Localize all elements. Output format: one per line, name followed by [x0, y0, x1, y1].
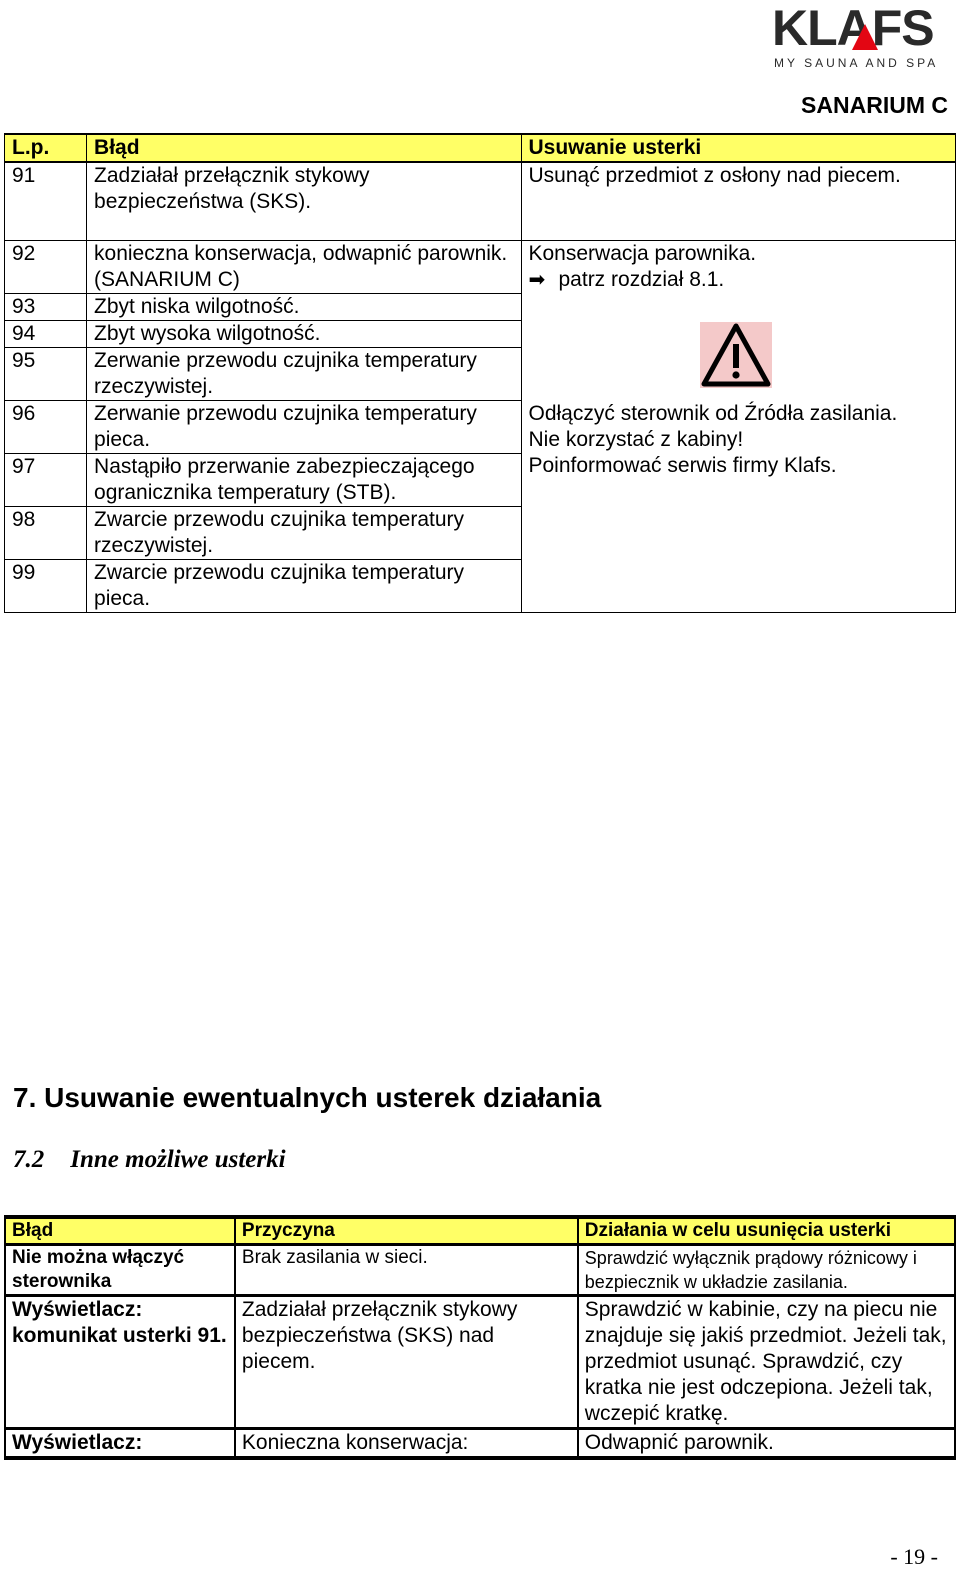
row-lp: 95: [5, 347, 87, 400]
row-lp: 91: [5, 162, 87, 240]
table-row: [5, 1296, 955, 1429]
logo-word: KLAFS: [772, 0, 934, 56]
row-lp: 97: [5, 453, 87, 506]
right-arrow-icon: ➡: [528, 268, 546, 291]
error-codes-table: [4, 133, 956, 613]
header-error: Błąd: [87, 134, 521, 162]
subsection-number: 7.2: [13, 1146, 45, 1173]
shared-fix-line: Odłączyć sterownik od Źródła zasilania.: [528, 402, 898, 425]
row-error: Zbyt niska wilgotność.: [87, 293, 521, 320]
row-lp: 99: [5, 559, 87, 612]
row-error: Zerwanie przewodu czujnika temperatury rzeczywistej.: [87, 347, 521, 400]
row-cause: Zadziałał przełącznik stykowy bezpieczeństwa (SKS) nad piecem.: [235, 1296, 578, 1429]
table-row: [5, 1245, 955, 1296]
subsection-heading: [13, 1146, 286, 1174]
logo-tagline: MY SAUNA AND SPA: [774, 56, 939, 70]
row-error: Nastąpiło przerwanie zabezpieczającego ogranicznika temperatury (STB).: [87, 453, 521, 506]
row-error: Zbyt wysoka wilgotność.: [87, 320, 521, 347]
warning-triangle-icon: [700, 322, 772, 388]
header-lp: L.p.: [5, 134, 87, 162]
page-number: - 19 -: [890, 1544, 938, 1569]
klafs-logo: [772, 2, 947, 72]
row-fix: Konserwacja parownika.: [528, 241, 757, 265]
table-row: [5, 162, 956, 240]
other-faults-table: [4, 1215, 956, 1460]
header-fix: Usuwanie usterki: [521, 134, 956, 162]
shared-fix-line: Poinformować serwis firmy Klafs.: [528, 454, 837, 477]
row-error: Zwarcie przewodu czujnika temperatury rzeczywistej.: [87, 506, 521, 559]
table-header-row: [5, 134, 956, 162]
row-cause: Konieczna konserwacja:: [235, 1429, 578, 1459]
row-lp: 98: [5, 506, 87, 559]
subsection-title: Inne możliwe usterki: [70, 1146, 286, 1173]
row-error: Zwarcie przewodu czujnika temperatury pieca.: [87, 559, 521, 612]
table-row: [5, 240, 956, 293]
row-action: Odwapnić parownik.: [578, 1429, 955, 1459]
fix-reference: patrz rozdział 8.1.: [558, 267, 725, 291]
header-action: Działania w celu usunięcia usterki: [578, 1217, 955, 1245]
shared-fix-line: Nie korzystać z kabiny!: [528, 428, 744, 451]
row-cause: Brak zasilania w sieci.: [235, 1245, 578, 1296]
section-heading: 7. Usuwanie ewentualnych usterek działania: [13, 1082, 602, 1113]
table-row: [5, 293, 956, 320]
model-name: SANARIUM C: [801, 92, 948, 118]
header-cause: Przyczyna: [235, 1217, 578, 1245]
row-error: Zadziałał przełącznik stykowy bezpieczeństwa (SKS).: [87, 162, 521, 240]
row-action: Sprawdzić wyłącznik prądowy różnicowy i bezpiecznik w układzie zasilania.: [578, 1245, 955, 1296]
row-error: Zerwanie przewodu czujnika temperatury pieca.: [87, 400, 521, 453]
row-lp: 93: [5, 293, 87, 320]
logo-red-triangle-icon: [852, 24, 878, 50]
table-header-row: [5, 1217, 955, 1245]
row-error: Wyświetlacz: komunikat usterki 91.: [5, 1296, 235, 1429]
table-row: [5, 1429, 955, 1459]
header-error: Błąd: [5, 1217, 235, 1245]
row-error: Nie można włączyć sterownika: [5, 1245, 235, 1296]
row-lp: 94: [5, 320, 87, 347]
row-fix: Usunąć przedmiot z osłony nad piecem.: [521, 162, 956, 240]
row-lp: 96: [5, 400, 87, 453]
row-fix-cell: [521, 240, 956, 293]
row-action: Sprawdzić w kabinie, czy na piecu nie znajduje się jakiś przedmiot. Jeżeli tak, przedmiot usunąć. Sprawdzić, czy kratka nie jest odczepiona. Jeżeli tak, wczepić kratkę.: [578, 1296, 955, 1429]
row-lp: 92: [5, 240, 87, 293]
row-error: konieczna konserwacja, odwapnić parownik. (SANARIUM C): [87, 240, 521, 293]
row-error: Wyświetlacz:: [5, 1429, 235, 1459]
